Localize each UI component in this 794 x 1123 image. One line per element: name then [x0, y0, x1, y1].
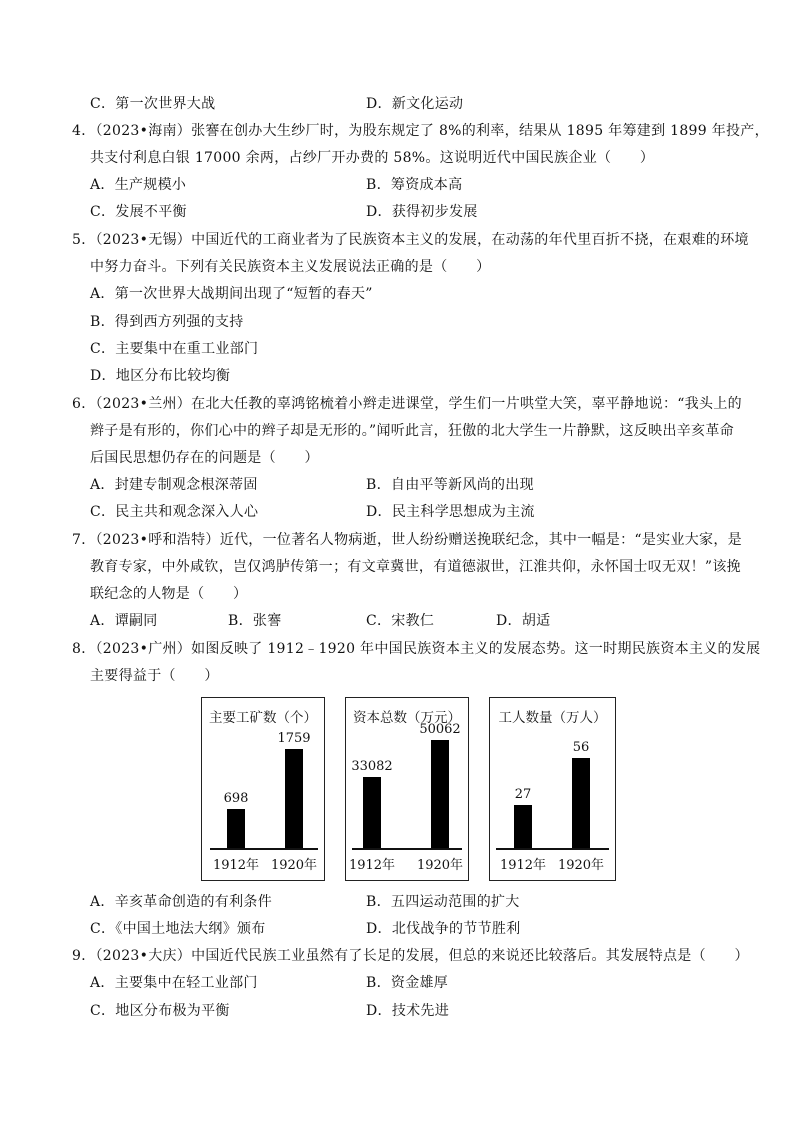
q4-option-d: D．获得初步发展 [366, 204, 478, 220]
chart-bar [572, 758, 590, 848]
q8-option-d: D．北伐战争的节节胜利 [366, 921, 521, 937]
q5-stem-line1: 5．（2023•无锡）中国近代的工商业者为了民族资本主义的发展，在动荡的年代里百折不挠，在艰难的环境 [72, 232, 749, 248]
q9-option-a: A．主要集中在轻工业部门 [90, 975, 258, 991]
q8-stem-line1: 8．（2023•广州）如图反映了 1912﹣1920 年中国民族资本主义的发展态势。这一时期民族资本主义的发展 [72, 641, 761, 657]
q8-option-b: B．五四运动范围的扩大 [366, 894, 520, 910]
q4-stem-line1: 4．（2023•海南）张謇在创办大生纱厂时，为股东规定了 8%的利率，结果从 1895 年筹建到 1899 年投产， [72, 123, 769, 139]
q9-option-c: C．地区分布极为平衡 [90, 1003, 230, 1019]
q7-stem-line2: 教育专家，中外咸钦，岂仅鸿胪传第一；有文章冀世，有道德淑世，江淮共仰，永怀国士叹无双！”该挽 [90, 559, 741, 575]
q3-option-c: C．第一次世界大战 [90, 96, 216, 112]
chart-x-axis [352, 848, 462, 850]
chart-mines-count [201, 697, 325, 881]
q9-stem-line1: 9．（2023•大庆）中国近代民族工业虽然有了长足的发展，但总的来说还比较落后。其发展特点是（ ） [72, 948, 749, 964]
q5-option-b: B．得到西方列强的支持 [90, 314, 244, 330]
chart-category-label: 1912年 [212, 858, 260, 873]
q6-option-b: B．自由平等新风尚的出现 [366, 477, 534, 493]
q6-option-d: D．民主科学思想成为主流 [366, 504, 535, 520]
chart-x-axis [210, 848, 318, 850]
q3-option-d: D．新文化运动 [366, 96, 464, 112]
chart-value-label: 50062 [419, 722, 461, 737]
chart-title: 工人数量（万人） [498, 710, 607, 726]
chart-value-label: 33082 [351, 759, 393, 774]
chart-category-label: 1920年 [557, 858, 605, 873]
q4-option-c: C．发展不平衡 [90, 204, 187, 220]
q7-option-d: D．胡适 [496, 613, 551, 629]
q4-option-b: B．筹资成本高 [366, 177, 463, 193]
q6-stem-line2: 辫子是有形的，你们心中的辫子却是无形的。”闻听此言，狂傲的北大学生一片静默，这反映出辛亥革命 [90, 423, 734, 439]
q7-option-b: B．张謇 [228, 613, 282, 629]
chart-category-label: 1912年 [348, 858, 396, 873]
chart-bar [285, 749, 303, 848]
chart-title: 资本总数（万元） [353, 710, 461, 726]
q8-option-a: A．辛亥革命创造的有利条件 [90, 894, 273, 910]
q7-option-a: A．谭嗣同 [90, 613, 158, 629]
chart-bar [227, 809, 245, 848]
chart-title: 主要工矿数（个） [209, 710, 317, 726]
chart-value-label: 27 [514, 787, 532, 802]
q6-stem-line1: 6．（2023•兰州）在北大任教的辜鸿铭梳着小辫走进课堂，学生们一片哄堂大笑，辜平静地说：“我头上的 [72, 396, 742, 412]
chart-category-label: 1912年 [499, 858, 547, 873]
q6-option-c: C．民主共和观念深入人心 [90, 504, 259, 520]
q8-stem-line2: 主要得益于（ ） [90, 668, 219, 684]
chart-value-label: 1759 [277, 731, 311, 746]
q5-option-a: A．第一次世界大战期间出现了“短暂的春天” [90, 286, 373, 302]
chart-workers-count [489, 697, 616, 881]
chart-category-label: 1920年 [416, 858, 464, 873]
chart-bar [514, 805, 532, 848]
q5-option-d: D．地区分布比较均衡 [90, 368, 231, 384]
q9-option-b: B．资金雄厚 [366, 975, 449, 991]
q8-option-c: C．《中国土地法大纲》颁布 [90, 921, 266, 937]
q5-option-c: C．主要集中在重工业部门 [90, 341, 259, 357]
q4-stem-line2: 共支付利息白银 17000 余两，占纱厂开办费的 58%。这说明近代中国民族企业（ ） [90, 150, 655, 166]
q7-option-c: C．宋教仁 [366, 613, 435, 629]
chart-capital-total [345, 697, 469, 881]
chart-bar [363, 777, 381, 848]
chart-value-label: 56 [572, 740, 590, 755]
chart-value-label: 698 [223, 791, 249, 806]
chart-category-label: 1920年 [270, 858, 318, 873]
q5-stem-line2: 中努力奋斗。下列有关民族资本主义发展说法正确的是（ ） [90, 259, 491, 275]
q4-option-a: A．生产规模小 [90, 177, 187, 193]
chart-x-axis [496, 848, 609, 850]
q9-option-d: D．技术先进 [366, 1003, 450, 1019]
q7-stem-line3: 联纪念的人物是（ ） [90, 586, 248, 602]
q6-option-a: A．封建专制观念根深蒂固 [90, 477, 258, 493]
q7-stem-line1: 7．（2023•呼和浩特）近代，一位著名人物病逝，世人纷纷赠送挽联纪念，其中一幅是：“是实业大家，是 [72, 532, 742, 548]
q6-stem-line3: 后国民思想仍存在的问题是（ ） [90, 450, 319, 466]
chart-bar [431, 740, 449, 848]
